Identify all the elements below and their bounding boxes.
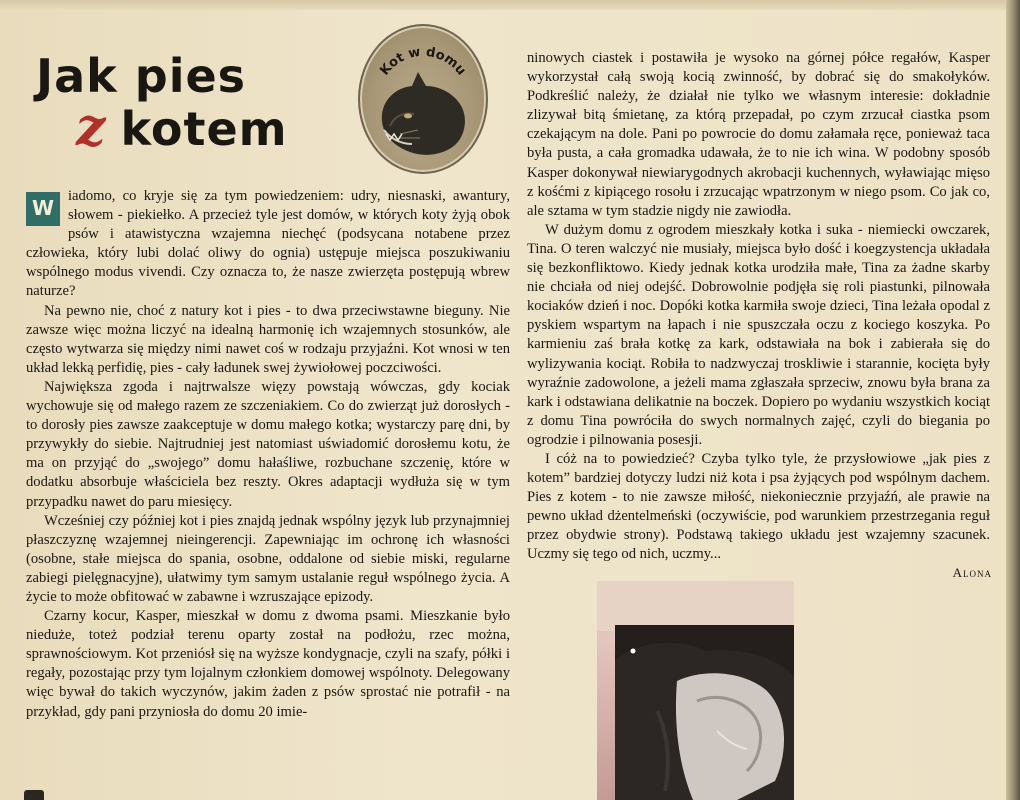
- title-line-2: [36, 97, 336, 158]
- title-word-kotem: kotem: [120, 102, 288, 156]
- author-signature: Alona: [952, 565, 992, 580]
- photo-image: [597, 581, 794, 800]
- title-z-letter: z: [76, 97, 107, 158]
- right-column: [527, 49, 990, 565]
- paragraph: Największa zgoda i najtrwalsze więzy powstają wówczas, gdy kociak wychowuje się od małego razem ze szczeniakiem. Co do zwierząt już dorosłych - to dorosły pies zawsze zaakceptuje w domu małego kotka; wystarczy parę dni, by przywykły do siebie. Najtrudniej jest natomiast uświadomić dorosłemu kotu, że ma on przyjąć do „swojego” domu hałaśliwe, rozbuchane szczenię, które w dodatku absorbuje właściciela bez reszty. Okres adaptacji wydłuża się w tym przypadku nawet do paru miesięcy.: [26, 378, 510, 510]
- top-stripe: [0, 0, 1006, 10]
- photo-cat-and-dog: [597, 581, 794, 800]
- page-number-tab: [24, 790, 44, 800]
- paragraph: ninowych ciastek i postawiła je wysoko na górnej półce regałów, Kasper wykorzystał całą swoją kocią zwinność, by dobrać się do smakołyków. Podkreślić należy, że działał nie tylko we własnym interesie: dokładnie zlizywał bitą śmietanę, za którą przepadał, po czym zrzucał ciastka psom czekającym na dole. Pani po powrocie do domu załamała ręce, ponieważ taca była pusta, a cała gromadka udawała, że to nie ich wina. W podobny sposób Kasper dokonywał niewiarygodnych akrobacji kuchennych, wyławiając mięso z kośćmi z kipiącego rosołu i zrzucając wpatrzonym w niego psom. Co jak co, ale sztama w tym stadzie nigdy nie zawiodła.: [527, 50, 990, 219]
- paragraph: Czarny kocur, Kasper, mieszkał w domu z dwoma psami. Mieszkanie było nieduże, toteż podział terenu oparty został na podłożu, rzec można, sprawnościowym. Kot przeniósł się na wyższe kondygnacje, czyli na szafy, półki i regały, pozostając przy tym lojalnym członkiem domowej wspólnoty. Delegowany więc bywał do takich wyczynów, jakim żaden z psów sprostać nie potrafił - na przykład, gdy pani przyniosła do domu 20 imie-: [26, 608, 510, 720]
- page-edge-shadow: [1006, 0, 1020, 800]
- title-line-1: Jak pies: [36, 49, 247, 103]
- article-title: [36, 49, 336, 158]
- paragraph: Wcześniej czy później kot i pies znajdą jednak wspólny język lub przynajmniej płaszczyznę wzajemnej nieingerencji. Zapewniając im ochronę ich własności (osobne, stałe miejsca do spania, osobne, oddalone od siebie miski, regularne zabiegi pielęgnacyjne), ułatwimy tym samym ustalanie reguł wspólnego życia. A życie to może obfitować w zabawne i wzruszające epizody.: [26, 512, 510, 605]
- left-column: [26, 187, 510, 722]
- paragraph-text: iadomo, co kryje się za tym powiedzeniem: udry, niesnaski, awantury, słowem - piekiełko. A przecież tyle jest domów, w których koty żyją obok psów i atawistyczna wzajemna niechęć (podsycana notabene przez człowieka, który lubi dolać oliwy do ognia) ustępuje miejsca poszukiwaniu wspólnego modus vivendi. Czy oznacza to, że nasze zwierzęta postępują wbrew naturze?: [26, 188, 510, 300]
- paragraph: I cóż na to powiedzieć? Czyba tylko tyle, że przysłowiowe „jak pies z kotem” bardziej dotyczy ludzi niż kota i psa żyjących pod wspólnym dachem. Pies z kotem - to nie zawsze miłość, niekoniecznie przyjaźń, ale prawie na pewno układ dżentelmeński (oczywiście, pod warunkiem przestrzegania reguł przez obydwie strony). Podstawą takiego układu jest wzajemny szacunek. Uczmy się tego od nich, uczmy...: [527, 450, 990, 563]
- cat-head-icon: [360, 26, 486, 172]
- section-badge: [358, 24, 488, 174]
- drop-cap: W: [26, 192, 60, 226]
- paragraph: Na pewno nie, choć z natury kot i pies - to dwa przeciwstawne bieguny. Nie zawsze więc można liczyć na idealną harmonię ich wzajemnych stosunków, ale często wytwarza się między nimi nawet coś w rodzaju przyjaźni. Kot wnosi w ten układ lekką perfidię, pies - cały ładunek swej żywiołowej poczciwości.: [26, 302, 510, 376]
- badge-label: Kot w domu: [377, 44, 469, 79]
- paragraph: W dużym domu z ogrodem mieszkały kotka i suka - niemiecki owczarek, Tina. O teren walczyć nie musiały, miejsca było dość i koegzystencja układała się bezkonfliktowo. Kiedy jednak kotka urodziła małe, Tina za żadne skarby nie chciała od niej odejść. Dobrowolnie podjęła się roli piastunki, pilnowała kociaków dzień i noc. Dopóki kotka karmiła swoje dzieci, Tina leżała opodal z pyskiem wspartym na łapach i nie spuszczała oczu z kociego koszyka. Po karmieniu zaś brała kotkę za kark, odstawiała na bok i zabierała się do wylizywania kociąt. Robiła to nadzwyczaj troskliwie i starannie, kocięta były wyraźnie zadowolone, a jeżeli mama zgłaszała sprzeciw, znowu była brana za kark i odstawiana delikatnie na boczek. Dopiero po wydaniu wszystkich kociąt z domu Tina powróciła do swych normalnych zajęć, czyli do biegania po ogrodzie i pilnowania posesji.: [527, 221, 990, 448]
- paragraph: [26, 187, 510, 302]
